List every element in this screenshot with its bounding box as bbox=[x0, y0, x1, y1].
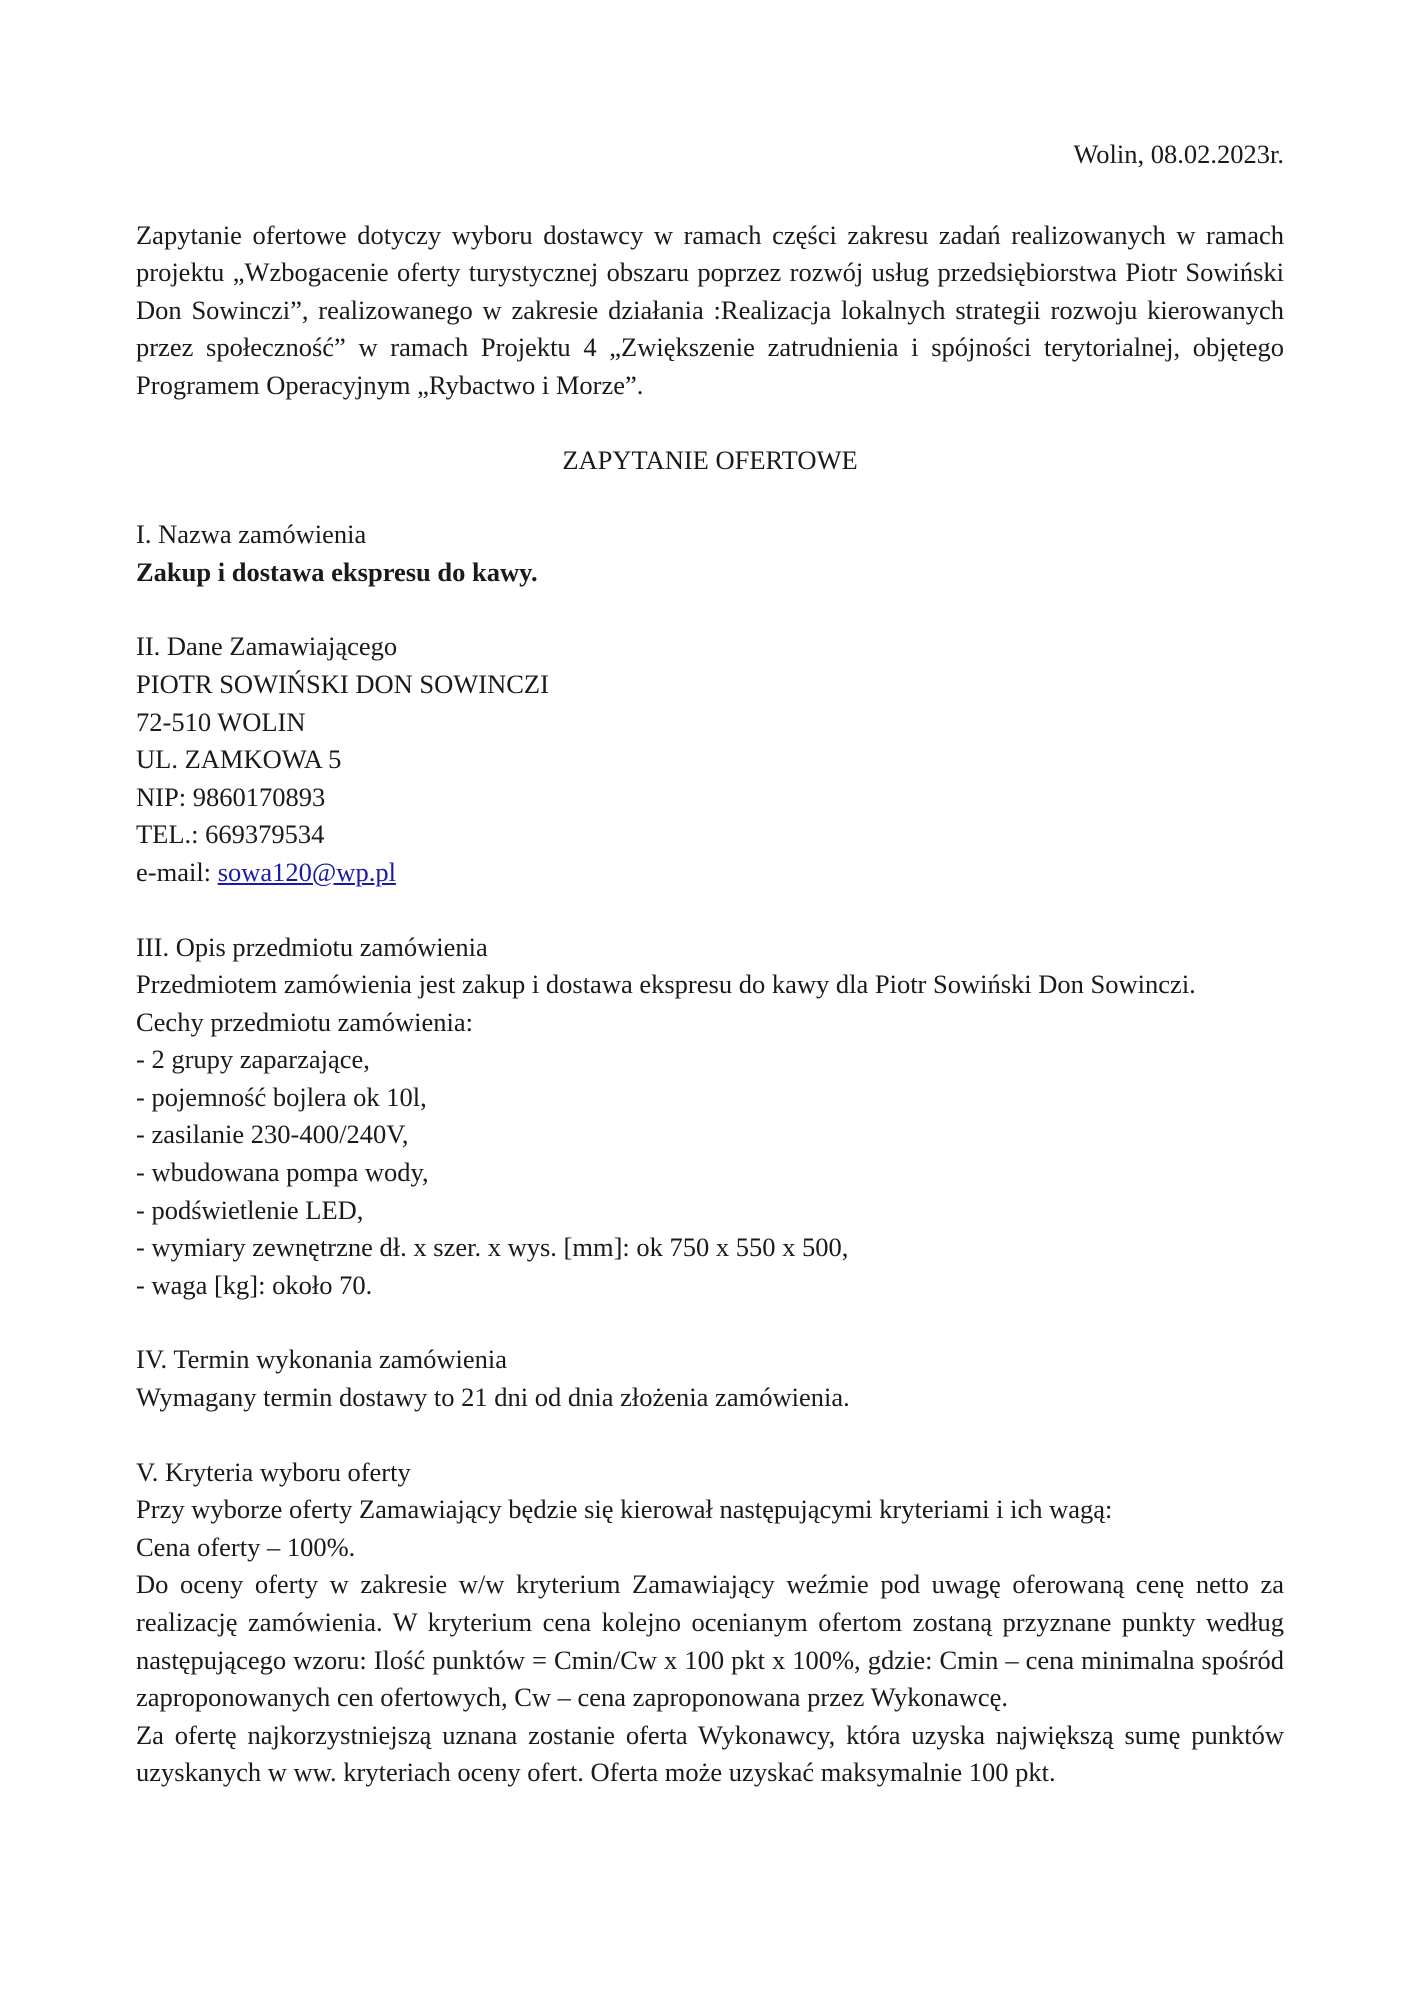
scoring-text: Do oceny oferty w zakresie w/w kryterium Zamawiający weźmie pod uwagę oferowaną cenę netto za realizację zamówienia. W kryterium cena kolejno ocenianym ofertom zostaną przyznane punkty według następującego wzoru: Ilość punktów = Cmin/Cw x 100 pkt x 100%, gdzie: Cmin – cena minimalna spośród zaproponowanych cen ofertowych, Cw – cena zaproponowana przez Wykonawcę. bbox=[136, 1569, 1284, 1713]
company-name: PIOTR SOWIŃSKI DON SOWINCZI bbox=[136, 668, 549, 699]
features-list bbox=[136, 1041, 1284, 1304]
feature-item: - wbudowana pompa wody, bbox=[136, 1157, 429, 1188]
price-weight: Cena oferty – 100%. bbox=[136, 1531, 356, 1562]
order-name: Zakup i dostawa ekspresu do kawy. bbox=[136, 556, 538, 587]
nip-number: NIP: 9860170893 bbox=[136, 781, 326, 812]
email-label: e-mail: bbox=[136, 856, 218, 887]
feature-item: - pojemność bojlera ok 10l, bbox=[136, 1081, 427, 1112]
deadline-text: Wymagany termin dostawy to 21 dni od dnia złożenia zamówienia. bbox=[136, 1382, 850, 1413]
section-heading: IV. Termin wykonania zamówienia bbox=[136, 1344, 508, 1375]
email-link[interactable]: sowa120@wp.pl bbox=[217, 856, 396, 887]
criteria-intro: Przy wyborze oferty Zamawiający będzie się kierował następującymi kryteriami i ich wagą: bbox=[136, 1494, 1113, 1525]
document-title: ZAPYTANIE OFERTOWE bbox=[562, 444, 858, 475]
section-heading: V. Kryteria wyboru oferty bbox=[136, 1456, 411, 1487]
feature-item: - podświetlenie LED, bbox=[136, 1194, 364, 1225]
section-order-name bbox=[136, 516, 1284, 591]
features-heading: Cechy przedmiotu zamówienia: bbox=[136, 1006, 474, 1037]
phone-number: TEL.: 669379534 bbox=[136, 819, 325, 850]
section-heading: I. Nazwa zamówienia bbox=[136, 519, 367, 550]
feature-item: - waga [kg]: około 70. bbox=[136, 1269, 373, 1300]
street-address: UL. ZAMKOWA 5 bbox=[136, 744, 342, 775]
intro-paragraph: Zapytanie ofertowe dotyczy wyboru dostawcy w ramach części zakresu zadań realizowanych w ramach projektu „Wzbogacenie oferty turystycznej obszaru poprzez rozwój usług przedsiębiorstwa Piotr Sowiński Don Sowinczi”, realizowanego w zakresie działania :Realizacja lokalnych strategii rozwoju kierowanych przez społeczność” w ramach Projektu 4 „Zwiększenie zatrudnienia i spójności terytorialnej, objętego Programem Operacyjnym „Rybactwo i Morze”. bbox=[136, 219, 1284, 400]
feature-item: - 2 grupy zaparzające, bbox=[136, 1044, 370, 1075]
email-line bbox=[136, 854, 1284, 892]
section-order-description bbox=[136, 929, 1284, 1305]
section-heading: III. Opis przedmiotu zamówienia bbox=[136, 931, 488, 962]
postal-city: 72-510 WOLIN bbox=[136, 706, 306, 737]
section-heading: II. Dane Zamawiającego bbox=[136, 631, 398, 662]
date-line: Wolin, 08.02.2023r. bbox=[1073, 139, 1284, 169]
order-description: Przedmiotem zamówienia jest zakup i dostawa ekspresu do kawy dla Piotr Sowiński Don Sowinczi. bbox=[136, 969, 1196, 1000]
feature-item: - zasilanie 230-400/240V, bbox=[136, 1119, 409, 1150]
best-offer-text: Za ofertę najkorzystniejszą uznana zostanie oferta Wykonawcy, która uzyska największą sumę punktów uzyskanych w ww. kryteriach oceny ofert. Oferta może uzyskać maksymalnie 100 pkt. bbox=[136, 1719, 1284, 1788]
section-orderer-data bbox=[136, 628, 1284, 891]
section-deadline bbox=[136, 1341, 1284, 1416]
document-page bbox=[136, 136, 1284, 1792]
feature-item: - wymiary zewnętrzne dł. x szer. x wys. [mm]: ok 750 x 550 x 500, bbox=[136, 1232, 849, 1263]
section-criteria bbox=[136, 1454, 1284, 1792]
